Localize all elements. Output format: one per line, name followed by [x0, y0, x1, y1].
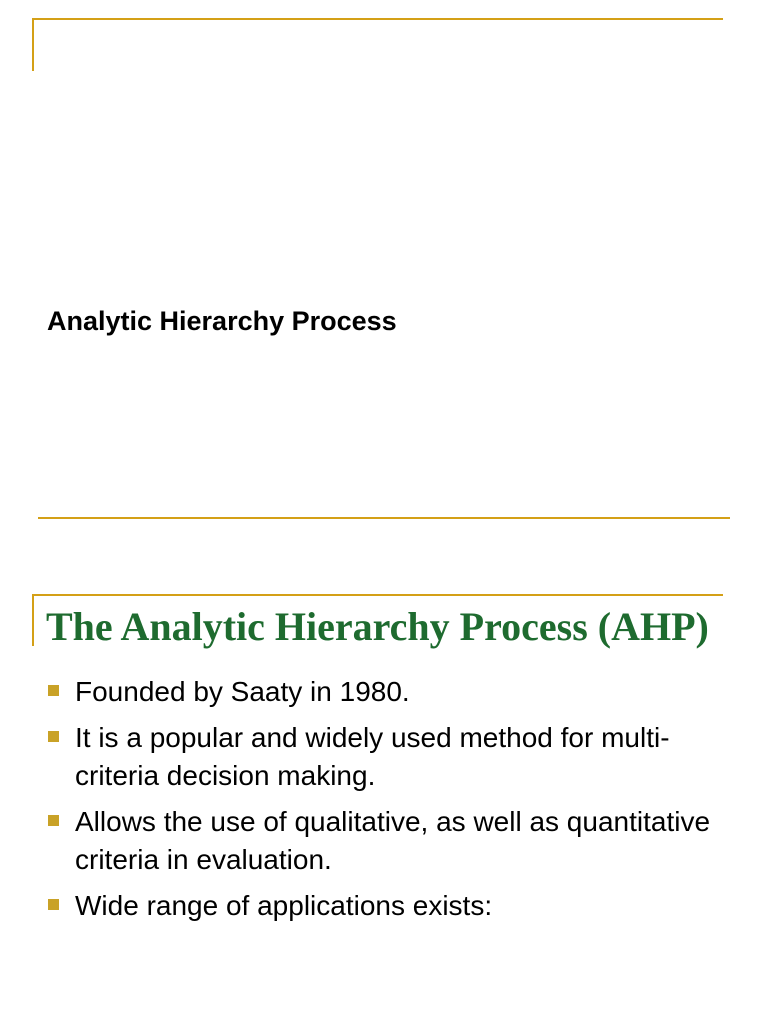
square-bullet-icon	[48, 731, 59, 742]
square-bullet-icon	[48, 685, 59, 696]
slide1-title: Analytic Hierarchy Process	[47, 306, 397, 336]
bullet-item	[46, 719, 726, 795]
slide1-top-rule	[32, 18, 723, 20]
slide2-left-rule	[32, 594, 34, 646]
slide2-top-rule	[32, 594, 723, 596]
slide1-bottom-rule	[38, 517, 730, 519]
bullet-list	[46, 673, 726, 933]
bullet-text: Founded by Saaty in 1980.	[75, 676, 410, 707]
bullet-text: It is a popular and widely used method for multi-criteria decision making.	[75, 722, 670, 791]
bullet-text: Allows the use of qualitative, as well as quantitative criteria in evaluation.	[75, 806, 711, 875]
bullet-item	[46, 803, 726, 879]
square-bullet-icon	[48, 815, 59, 826]
bullet-item	[46, 887, 726, 925]
bullet-item	[46, 673, 726, 711]
bullet-text: Wide range of applications exists:	[75, 890, 493, 921]
square-bullet-icon	[48, 899, 59, 910]
slide2-title: The Analytic Hierarchy Process (AHP)	[46, 604, 709, 649]
slide1-left-rule	[32, 18, 34, 71]
